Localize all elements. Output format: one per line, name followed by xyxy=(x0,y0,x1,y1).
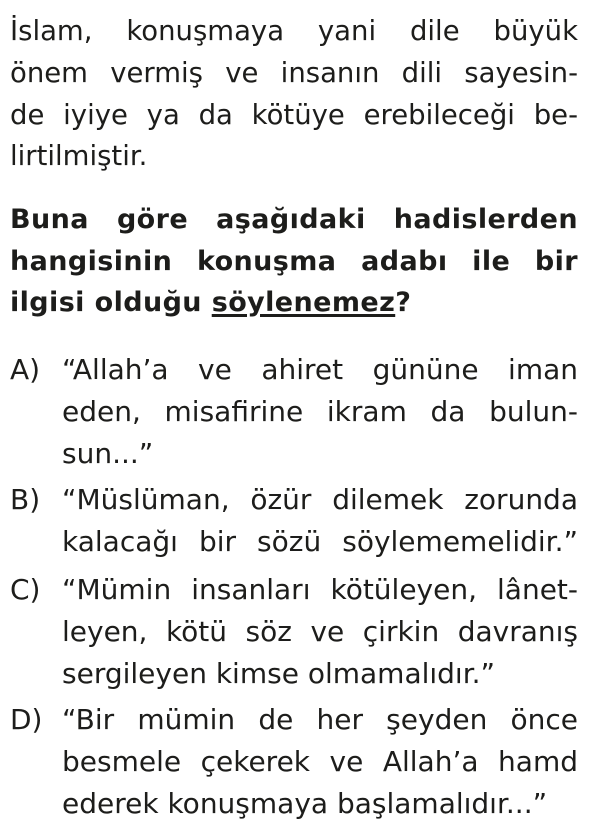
question-line: Buna göre aşağıdaki hadislerden xyxy=(10,204,578,235)
option-letter: C) xyxy=(10,573,41,606)
stem-line: lirtilmiştir. xyxy=(10,140,148,172)
option-letter: B) xyxy=(10,483,41,516)
option-letter: A) xyxy=(10,353,41,386)
option-text-line: “Bir mümin de her şeyden önce xyxy=(62,703,578,736)
option-text-line: leyen, kötü söz ve çirkin davranış xyxy=(62,615,578,648)
option-text-line: sun...” xyxy=(62,437,154,470)
option-text-line: kalacağı bir sözü söylememelidir.” xyxy=(62,525,578,558)
option-text-line: besmele çekerek ve Allah’a hamd xyxy=(62,745,578,778)
option-text-line: “Mümin insanları kötüleyen, lânet- xyxy=(62,573,578,606)
option-text-line: sergileyen kimse olmamalıdır.” xyxy=(62,657,496,690)
stem-line: de iyiye ya da kötüye erebileceği be- xyxy=(10,99,578,131)
question-line: hangisinin konuşma adabı ile bir xyxy=(10,246,578,277)
option-text-line: “Müslüman, özür dilemek zorunda xyxy=(62,483,578,516)
question-emphasis: söylenemez xyxy=(211,287,396,318)
stem-line: önem vermiş ve insanın dili sayesin- xyxy=(10,57,578,89)
option-text-line: “Allah’a ve ahiret gününe iman xyxy=(62,353,578,386)
question-line xyxy=(10,289,578,316)
stem-line: İslam, konuşmaya yani dile büyük xyxy=(10,15,578,47)
option-text-line: eden, misafirine ikram da bulun- xyxy=(62,395,578,428)
option-text-line: ederek konuşmaya başlamalıdır...” xyxy=(62,787,548,820)
question-line-suffix: ? xyxy=(395,287,412,318)
option-letter: D) xyxy=(10,703,43,736)
question-line-prefix: ilgisi olduğu xyxy=(10,287,212,318)
